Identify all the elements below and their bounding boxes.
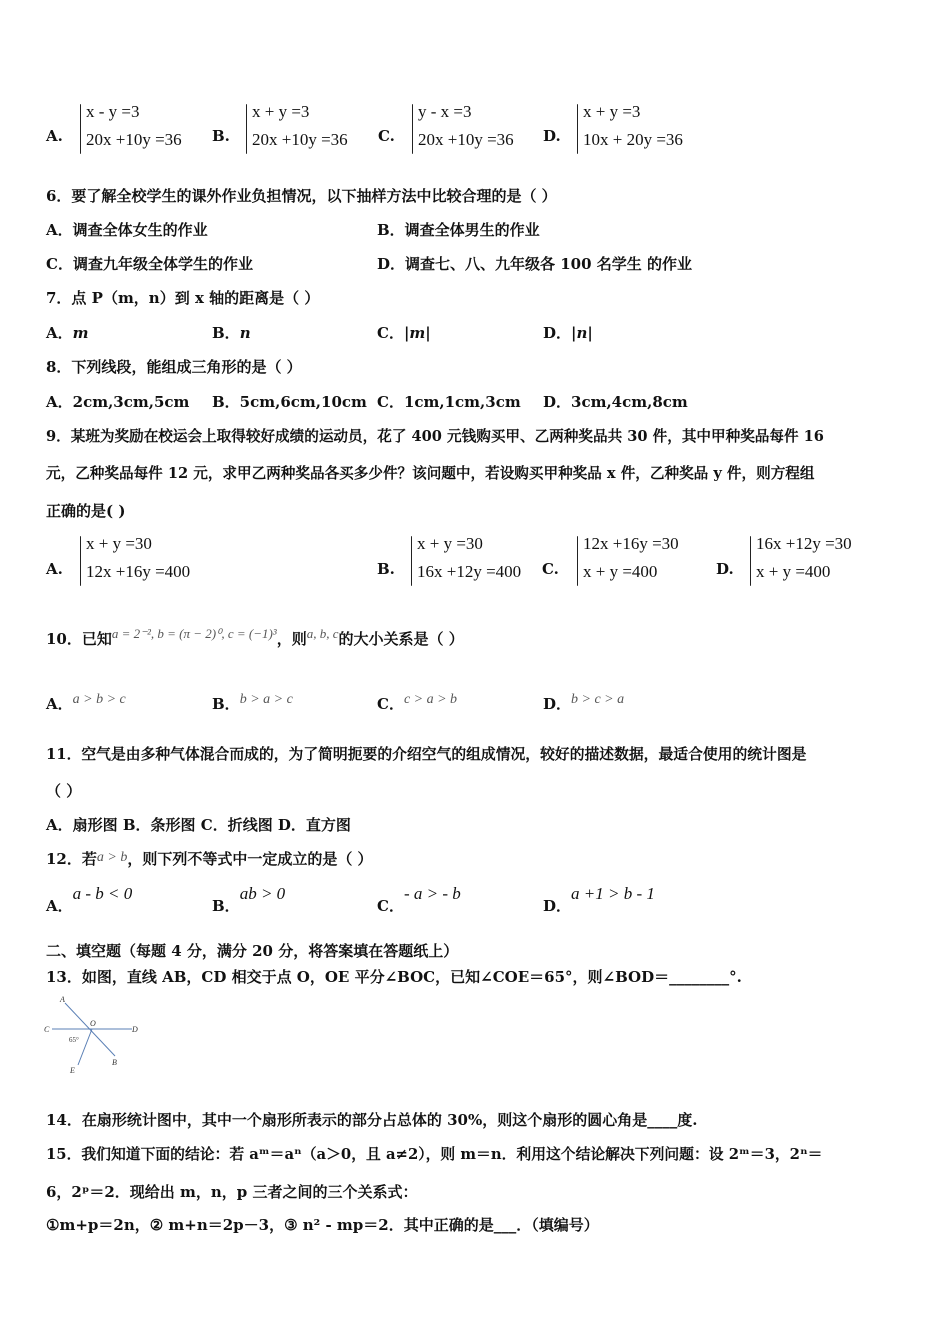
q10-d-label: D． bbox=[543, 695, 572, 713]
q9-option-c-system bbox=[583, 530, 679, 586]
q9-stem-line3: 正确的是( ) bbox=[46, 502, 126, 520]
q9-option-a-label: A. bbox=[46, 560, 63, 578]
q11-options: A．扇形图 B．条形图 C．折线图 D．直方图 bbox=[46, 816, 351, 834]
q12-a-label: A． bbox=[46, 897, 73, 915]
q12-a-value: a - b < 0 bbox=[72, 884, 133, 903]
q9-b-brace bbox=[411, 536, 412, 586]
label-angle-65: 65° bbox=[69, 1036, 79, 1044]
q7-d-label: D． bbox=[543, 324, 572, 342]
q12-b-label: B． bbox=[212, 897, 240, 915]
q11-stem-line1: 11．空气是由多种气体混合而成的，为了简明扼要的介绍空气的组成情况，较好的描述数据，最适合使用的统计图是 bbox=[46, 746, 807, 763]
q5-c-brace bbox=[412, 104, 413, 154]
q12-d-label: D． bbox=[543, 897, 572, 915]
q10-expression: a = 2⁻², b = (π − 2)⁰, c = (−1)³ bbox=[111, 626, 277, 641]
q5-a-brace bbox=[80, 104, 81, 154]
q9-a-brace bbox=[80, 536, 81, 586]
q9-a-eq1: x + y =30 bbox=[86, 534, 152, 553]
q10-a-label: A． bbox=[46, 695, 73, 713]
q5-option-b-system bbox=[252, 98, 348, 154]
q5-option-c-system bbox=[418, 98, 514, 154]
q5-b-brace bbox=[246, 104, 247, 154]
q5-d-eq2: 10x + 20y =36 bbox=[583, 130, 683, 149]
q5-option-a-label: A. bbox=[46, 127, 63, 145]
q7-d-value: |n| bbox=[571, 324, 593, 342]
q5-option-b-label: B. bbox=[212, 127, 230, 145]
q12-condition: a > b bbox=[96, 850, 128, 865]
q12-option-d bbox=[543, 884, 655, 916]
q10-option-b bbox=[212, 693, 293, 714]
q6-option-a: A．调查全体女生的作业 bbox=[46, 221, 208, 239]
q5-d-brace bbox=[577, 104, 578, 154]
q9-option-c-label: C. bbox=[542, 560, 559, 578]
q15-stem-line2: 6，2ᵖ＝2．现给出 m，n，p 三者之间的三个关系式： bbox=[46, 1183, 418, 1201]
q6-stem: 6．要了解全校学生的课外作业负担情况，以下抽样方法中比较合理的是（ ） bbox=[46, 187, 557, 205]
q10-option-d bbox=[543, 693, 624, 714]
q12-c-label: C． bbox=[377, 897, 404, 915]
q5-c-eq2: 20x +10y =36 bbox=[418, 130, 514, 149]
q15-stem-line3: ①m+p＝2n，② m+n＝2p－3，③ n² - mp＝2．其中正确的是___．（填编号） bbox=[46, 1216, 599, 1234]
q9-option-d-system bbox=[756, 530, 852, 586]
q7-option-d bbox=[543, 322, 593, 343]
q9-d-eq2: x + y =400 bbox=[756, 562, 831, 581]
q6-option-c: C．调查九年级全体学生的作业 bbox=[46, 255, 253, 273]
q12-b-value: ab > 0 bbox=[239, 884, 286, 903]
q8-option-b: B．5cm,6cm,10cm bbox=[212, 393, 367, 411]
q12-c-value: - a > - b bbox=[403, 884, 461, 903]
q7-b-value: n bbox=[239, 324, 251, 342]
q9-option-a-system bbox=[86, 530, 190, 586]
q10-option-c bbox=[377, 693, 457, 714]
q9-d-brace bbox=[750, 536, 751, 586]
label-a: A bbox=[60, 995, 65, 1004]
q10-d-value: b > c > a bbox=[571, 692, 625, 707]
q9-d-eq1: 16x +12y =30 bbox=[756, 534, 852, 553]
q10-c-label: C． bbox=[377, 695, 404, 713]
q9-a-eq2: 12x +16y =400 bbox=[86, 562, 191, 581]
q5-c-eq1: y - x =3 bbox=[418, 102, 472, 121]
label-o: O bbox=[90, 1019, 96, 1028]
q12-option-c bbox=[377, 884, 461, 916]
q5-b-eq1: x + y =3 bbox=[252, 102, 310, 121]
q14-stem: 14．在扇形统计图中，其中一个扇形所表示的部分占总体的 30%，则这个扇形的圆心角是____度. bbox=[46, 1111, 698, 1129]
q7-a-value: m bbox=[72, 324, 89, 342]
q7-option-c bbox=[377, 322, 431, 343]
q8-stem: 8．下列线段，能组成三角形的是（ ） bbox=[46, 358, 302, 376]
q9-c-eq2: x + y =400 bbox=[583, 562, 658, 581]
q5-a-eq1: x - y =3 bbox=[86, 102, 140, 121]
q12-option-b bbox=[212, 884, 286, 916]
q12-d-value: a +1 > b - 1 bbox=[571, 884, 655, 903]
q9-option-b-label: B. bbox=[377, 560, 395, 578]
label-c: C bbox=[44, 1025, 50, 1034]
q10-suffix: 的大小关系是（ ） bbox=[338, 630, 464, 648]
q9-c-brace bbox=[577, 536, 578, 586]
q5-b-eq2: 20x +10y =36 bbox=[252, 130, 348, 149]
q8-option-a: A．2cm,3cm,5cm bbox=[46, 393, 190, 411]
q10-stem bbox=[46, 628, 464, 649]
q6-option-b: B．调查全体男生的作业 bbox=[377, 221, 540, 239]
q10-mid: ，则 bbox=[276, 630, 307, 648]
q13-figure bbox=[40, 993, 145, 1078]
label-d: D bbox=[132, 1025, 138, 1034]
q6-option-d: D．调查七、八、九年级各 100 名学生 的作业 bbox=[377, 255, 692, 273]
q7-option-a bbox=[46, 322, 89, 343]
q12-stem bbox=[46, 848, 373, 869]
q5-option-c-label: C. bbox=[378, 127, 395, 145]
q7-stem: 7．点 P（m，n）到 x 轴的距离是（ ） bbox=[46, 289, 320, 307]
label-e: E bbox=[70, 1066, 75, 1075]
q15-stem-line1: 15．我们知道下面的结论：若 aᵐ＝aⁿ（a＞0，且 a≠2），则 m＝n．利用这个结论解决下列问题：设 2ᵐ＝3，2ⁿ＝ bbox=[46, 1146, 823, 1163]
q5-a-eq2: 20x +10y =36 bbox=[86, 130, 182, 149]
q5-option-d-label: D. bbox=[543, 127, 561, 145]
q12-option-a bbox=[46, 884, 133, 916]
q9-stem-line2: 元，乙种奖品每件 12 元，求甲乙两种奖品各买多少件？该问题中，若设购买甲种奖品 x 件，乙种奖品 y 件，则方程组 bbox=[46, 465, 815, 482]
q8-option-c: C．1cm,1cm,3cm bbox=[377, 393, 521, 411]
q12-prefix: 12．若 bbox=[46, 850, 97, 868]
q9-option-b-system bbox=[417, 530, 521, 586]
q10-prefix: 10．已知 bbox=[46, 630, 112, 648]
q5-d-eq1: x + y =3 bbox=[583, 102, 641, 121]
q9-c-eq1: 12x +16y =30 bbox=[583, 534, 679, 553]
q10-option-a bbox=[46, 693, 126, 714]
q9-stem-line1: 9．某班为奖励在校运会上取得较好成绩的运动员，花了 400 元钱购买甲、乙两种奖品共 30 件，其中甲种奖品每件 16 bbox=[46, 428, 824, 445]
q10-a-value: a > b > c bbox=[72, 692, 126, 707]
q5-option-a-system bbox=[86, 98, 182, 154]
q8-option-d: D．3cm,4cm,8cm bbox=[543, 393, 688, 411]
q7-c-value: |m| bbox=[403, 324, 431, 342]
q10-c-value: c > a > b bbox=[403, 692, 458, 707]
q9-b-eq2: 16x +12y =400 bbox=[417, 562, 522, 581]
q9-option-d-label: D. bbox=[716, 560, 734, 578]
label-b: B bbox=[112, 1058, 117, 1067]
q7-c-label: C． bbox=[377, 324, 404, 342]
ray-oe bbox=[78, 1029, 92, 1065]
q10-b-label: B． bbox=[212, 695, 240, 713]
q5-option-d-system bbox=[583, 98, 683, 154]
q9-b-eq1: x + y =30 bbox=[417, 534, 483, 553]
q11-stem-line2: （ ） bbox=[46, 782, 82, 800]
q13-stem: 13．如图，直线 AB，CD 相交于点 O，OE 平分∠BOC，已知∠COE＝65°，则∠BOD＝________°. bbox=[46, 968, 742, 986]
q12-suffix: ，则下列不等式中一定成立的是（ ） bbox=[127, 850, 373, 868]
q7-option-b bbox=[212, 322, 251, 343]
q10-b-value: b > a > c bbox=[239, 692, 293, 707]
q10-vars: a, b, c bbox=[306, 626, 339, 641]
q7-b-label: B． bbox=[212, 324, 240, 342]
section-2-title: 二、填空题（每题 4 分，满分 20 分，将答案填在答题纸上） bbox=[46, 942, 459, 960]
q7-a-label: A． bbox=[46, 324, 73, 342]
